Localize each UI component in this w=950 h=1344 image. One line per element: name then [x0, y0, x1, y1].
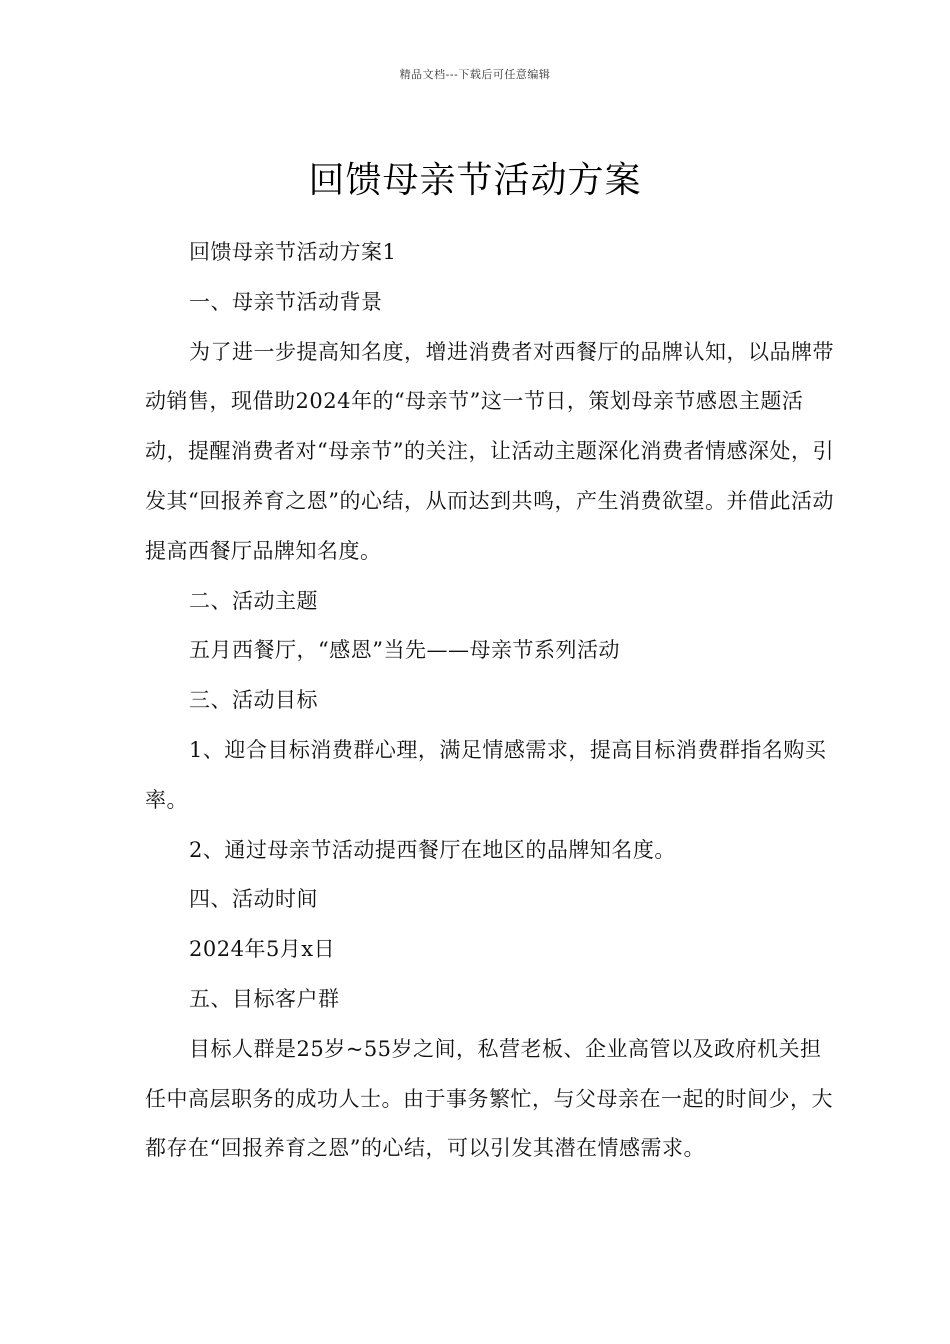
document-title: 回馈母亲节活动方案: [308, 160, 642, 202]
document-body: [145, 228, 835, 1174]
section-heading-background: 一、母亲节活动背景: [189, 289, 383, 314]
section-heading-theme: 二、活动主题: [189, 588, 318, 613]
theme-paragraph: 五月西餐厅，“感恩”当先——母亲节系列活动: [189, 638, 620, 663]
time-paragraph: 2024年5月x日: [189, 937, 336, 962]
background-paragraph: 为了进一步提高知名度，增进消费者对西餐厅的品牌认知，以品牌带动销售，现借助2024年的“母亲节”这一节日，策划母亲节感恩主题活动，提醒消费者对“母亲节”的关注，让活动主题深化消费者情感深处，引发其“回报养育之恩”的心结，从而达到共鸣，产生消费欲望。并借此活动提高西餐厅品牌知名度。: [145, 339, 834, 563]
section-heading-audience: 五、目标客户群: [189, 986, 340, 1011]
section-heading-time: 四、活动时间: [189, 887, 318, 912]
section-heading-goals: 三、活动目标: [189, 688, 318, 713]
subtitle-paragraph: 回馈母亲节活动方案1: [189, 240, 397, 264]
goal-item-1: 1、迎合目标消费群心理，满足情感需求，提高目标消费群指名购买率。: [145, 737, 827, 812]
audience-paragraph: 目标人群是25岁~55岁之间，私营老板、企业高管以及政府机关担任中高层职务的成功人士。由于事务繁忙，与父母亲在一起的时间少，大都存在“回报养育之恩”的心结，可以引发其潜在情感需求。: [145, 1036, 833, 1161]
goal-item-2: 2、通过母亲节活动提西餐厅在地区的品牌知名度。: [189, 837, 676, 862]
header-note: 精品文档---下载后可任意编辑: [399, 68, 551, 81]
